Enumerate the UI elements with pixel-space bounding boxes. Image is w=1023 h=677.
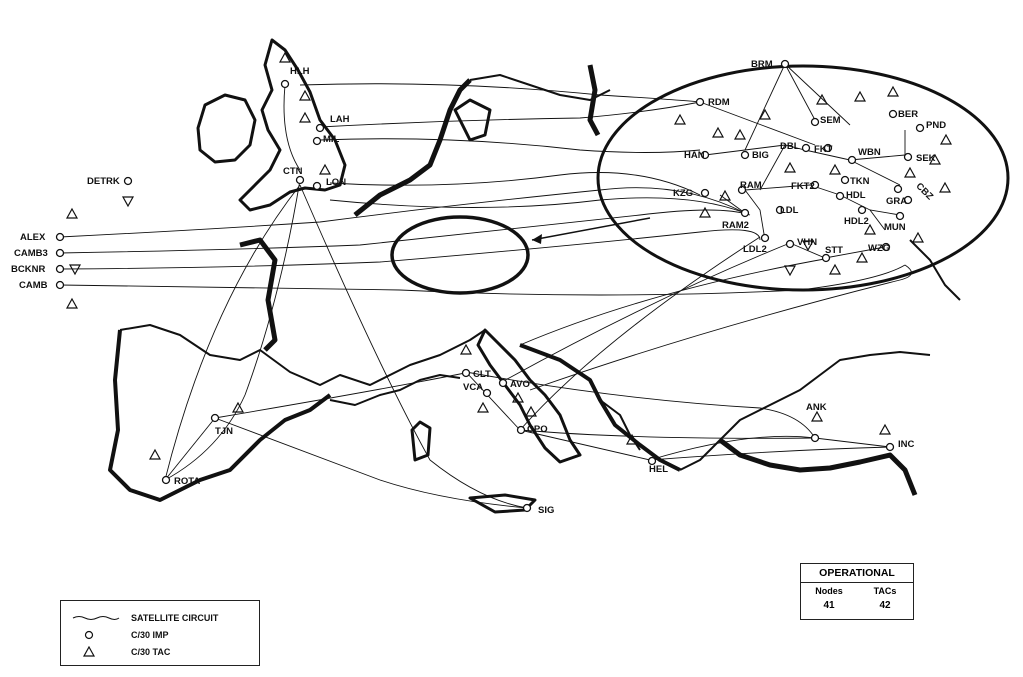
node-label-TJN: TJN <box>215 426 233 437</box>
legend-row-tac <box>71 645 170 659</box>
node-label-INC: INC <box>898 439 915 450</box>
node-label-CPO: CPO <box>527 424 548 435</box>
node-label-SEK: SEK <box>916 153 936 164</box>
circle-icon <box>71 629 121 641</box>
node-label-HDL2: HDL2 <box>844 216 869 227</box>
node-label-FKT: FKT <box>814 144 833 155</box>
node-label-CAMB: CAMB <box>19 280 48 291</box>
node-label-LAH: LAH <box>330 114 350 125</box>
node-label-AVO: AVO <box>510 379 530 390</box>
node-label-WBN: WBN <box>858 147 881 158</box>
node-label-HAN: HAN <box>684 150 705 161</box>
node-label-GRA: GRA <box>886 196 908 207</box>
node-label-LDL: LDL <box>780 205 799 216</box>
legend-label-tac: C/30 TAC <box>131 647 171 657</box>
node-label-RAM: RAM <box>740 180 762 191</box>
node-label-VHN: VHN <box>797 237 818 248</box>
nodes-value: 41 <box>823 600 835 611</box>
node-label-STT: STT <box>825 245 843 256</box>
node-label-DBL: DBL <box>780 141 800 152</box>
node-label-VCA: VCA <box>463 382 484 393</box>
node-label-SIG: SIG <box>538 505 555 516</box>
node-label-HLH: HLH <box>290 66 310 77</box>
node-label-SEM: SEM <box>820 115 841 126</box>
legend-label-satellite: SATELLITE CIRCUIT <box>131 613 219 623</box>
node-label-CLT: CLT <box>473 369 491 380</box>
node-label-RAM2: RAM2 <box>722 220 749 231</box>
node-label-ROTA: ROTA <box>174 476 201 487</box>
node-label-TKN: TKN <box>850 176 870 187</box>
node-markers <box>57 61 924 512</box>
inset-arrow <box>532 218 650 240</box>
node-label-ANK: ANK <box>806 402 827 413</box>
tacs-value: 42 <box>879 600 891 611</box>
node-label-RDM: RDM <box>708 97 730 108</box>
node-label-LON: LON <box>326 177 347 188</box>
legend <box>60 600 260 666</box>
node-label-BCKNR: BCKNR <box>11 264 46 275</box>
node-label-LDL2: LDL2 <box>743 244 767 255</box>
wavy-line-icon <box>71 612 121 624</box>
coastlines <box>110 40 960 512</box>
node-label-CBZ: CBZ <box>913 180 936 203</box>
region-ellipse <box>598 66 1008 290</box>
node-label-PND: PND <box>926 120 947 131</box>
nodes-label: Nodes <box>815 586 843 596</box>
operational-status-box <box>800 563 914 620</box>
node-label-ALEX: ALEX <box>20 232 46 243</box>
tac-markers <box>67 53 951 459</box>
node-label-CAMB3: CAMB3 <box>14 248 48 259</box>
legend-row-satellite <box>71 611 218 625</box>
node-label-BER: BER <box>898 109 919 120</box>
node-label-DETRK: DETRK <box>87 176 120 187</box>
node-label-MIL: MIL <box>323 134 340 145</box>
node-label-HDL: HDL <box>846 190 866 201</box>
legend-row-imp <box>71 628 169 642</box>
triangle-icon <box>71 646 121 658</box>
node-label-FKT2: FKT2 <box>791 181 815 192</box>
tacs-label: TACs <box>873 586 897 596</box>
node-label-BRM: BRM <box>751 59 773 70</box>
status-title: OPERATIONAL <box>801 567 913 583</box>
node-label-KZG: KZG <box>673 188 694 199</box>
legend-label-imp: C/30 IMP <box>131 630 169 640</box>
node-labels <box>11 59 946 516</box>
node-label-CTN: CTN <box>283 166 303 177</box>
node-label-BIG: BIG <box>752 150 769 161</box>
node-label-HEL: HEL <box>649 464 668 475</box>
node-label-WZG: WZG <box>868 243 891 254</box>
node-label-MUN: MUN <box>884 222 906 233</box>
